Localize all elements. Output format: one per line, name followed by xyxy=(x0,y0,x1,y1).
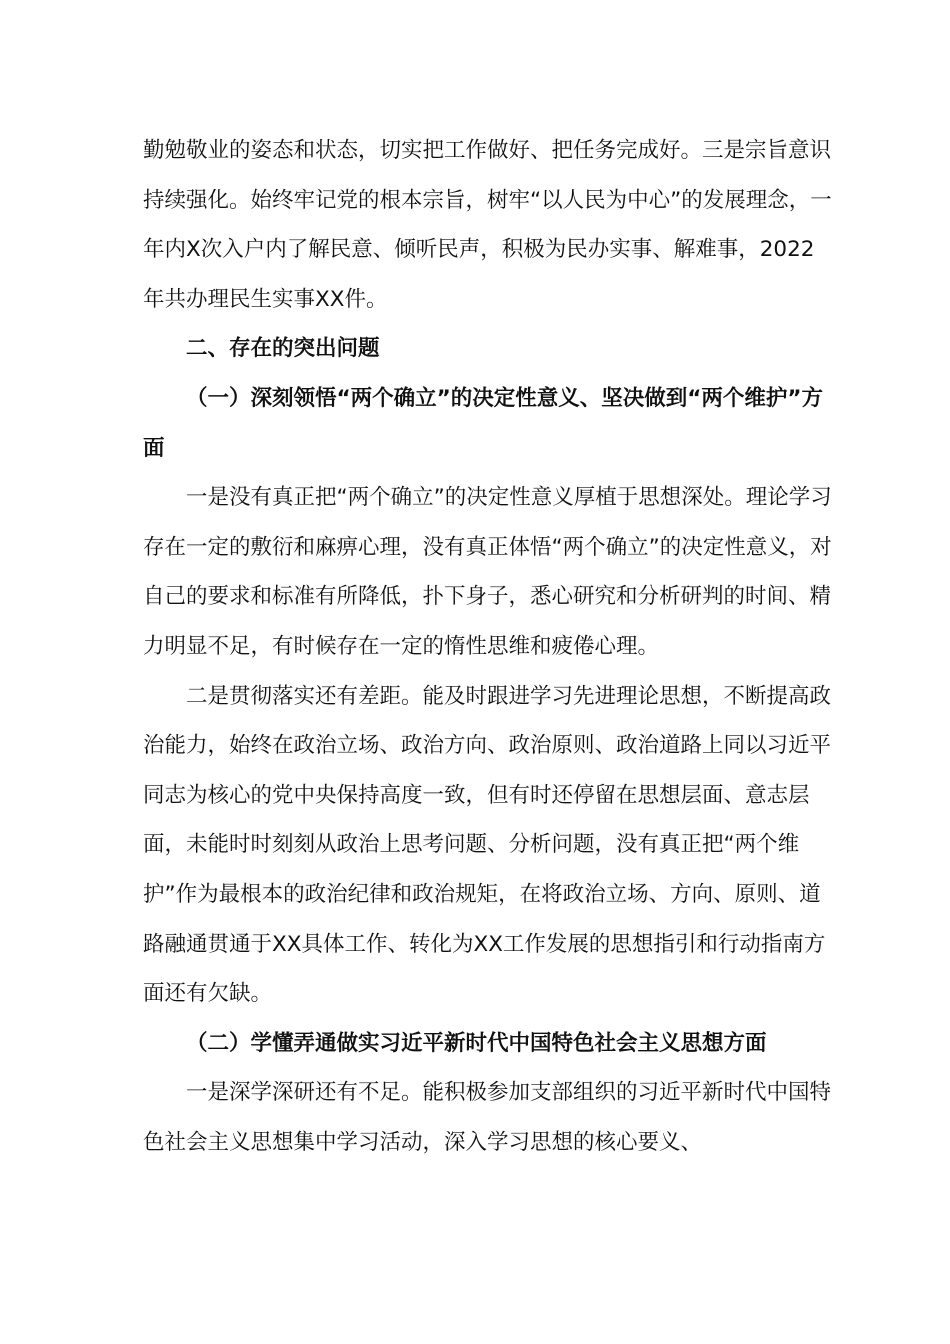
paragraph-continuation: 勤勉敬业的姿态和状态，切实把工作做好、把任务完成好。三是宗旨意识持续强化。始终牢记党的根本宗旨，树牢“以人民为中心”的发展理念，一年内X次入户内了解民意、倾听民声，积极为民办实事、解难事，2022年共办理民生实事XX件。 xyxy=(143,138,832,312)
subsection-heading-2: （二）学懂弄通做实习近平新时代中国特色社会主义思想方面 xyxy=(186,1030,767,1056)
paragraph-point-2: 二是贯彻落实还有差距。能及时跟进学习先进理论思想，不断提高政治能力，始终在政治立场、政治方向、政治原则、政治道路上同以习近平同志为核心的党中央保持高度一致，但有时还停留在思想层面、意志层面，未能时时刻刻从政治上思考问题、分析问题，没有真正把“两个维护”作为最根本的政治纪律和政治规矩，在将政治立场、方向、原则、道路融通贯通于XX具体工作、转化为XX工作发展的思想指引和行动指南方面还有欠缺。 xyxy=(143,683,832,1007)
paragraph-point-3: 一是深学深研还有不足。能积极参加支部组织的习近平新时代中国特色社会主义思想集中学习活动，深入学习思想的核心要义、 xyxy=(143,1080,832,1155)
subsection-heading-1: （一）深刻领悟“两个确立”的决定性意义、坚决做到“两个维护”方面 xyxy=(143,385,824,461)
section-heading: 二、存在的突出问题 xyxy=(186,336,380,362)
paragraph-point-1: 一是没有真正把“两个确立”的决定性意义厚植于思想深处。理论学习存在一定的敷衍和麻痹心理，没有真正体悟“两个确立”的决定性意义，对自己的要求和标准有所降低，扑下身子，悉心研究和分析研判的时间、精力明显不足，有时候存在一定的惰性思维和疲倦心理。 xyxy=(143,485,832,659)
document-body xyxy=(143,126,833,1167)
